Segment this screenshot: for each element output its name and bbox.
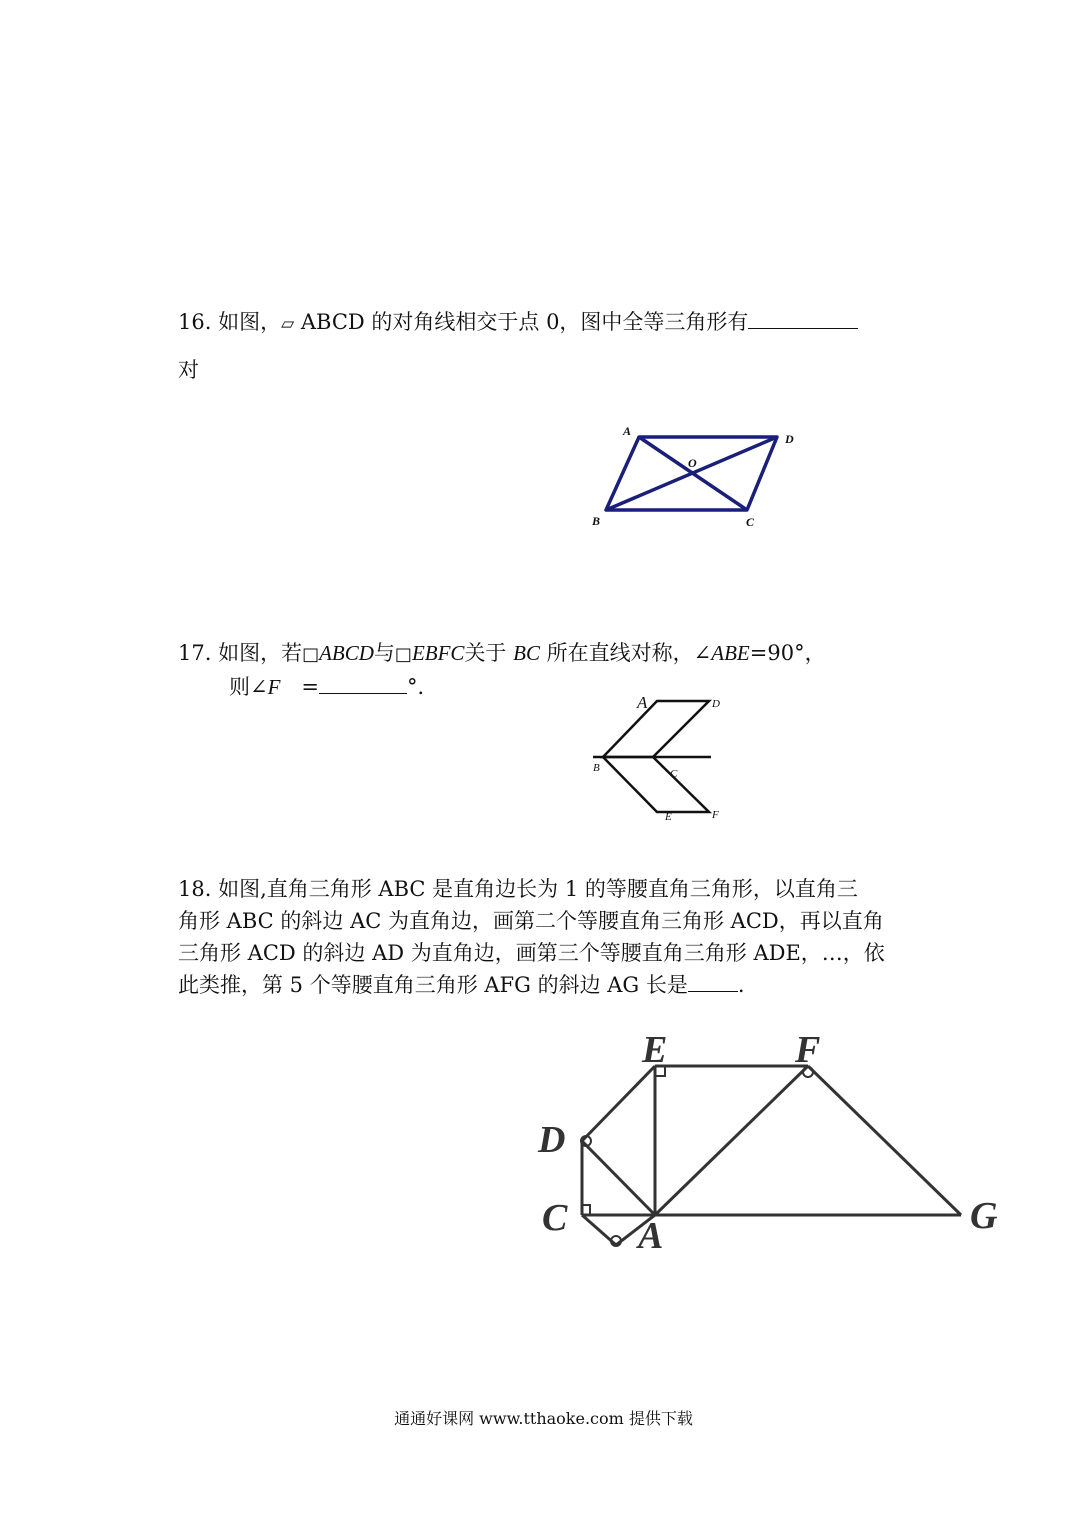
q17-text-4: 所在直线对称，∠ <box>546 641 712 665</box>
label-d: D <box>712 698 720 710</box>
q18-text: 此类推，第 5 个等腰直角三角形 AFG 的斜边 AG 长是 <box>178 973 688 997</box>
q17-answer-blank[interactable] <box>319 671 407 694</box>
q17-f: F <box>267 675 281 699</box>
q17-text-3: 关于 <box>464 641 507 665</box>
q17-abcd: ABCD <box>319 641 374 665</box>
label-o: O <box>688 456 697 470</box>
label-f: F <box>795 1029 821 1071</box>
q17-bc: BC <box>513 641 540 665</box>
question-18-line4 <box>178 969 745 1001</box>
question-18-line2: 角形 ABC 的斜边 AC 为直角边，画第二个等腰直角三角形 ACD，再以直角 <box>178 909 884 933</box>
parallelogram-symbol: ▱ <box>281 314 295 334</box>
q18-end: . <box>737 973 745 997</box>
q17-text-2: 与 <box>373 641 395 665</box>
q16-answer-blank[interactable] <box>748 306 858 329</box>
parallelogram-symbol: □ <box>394 644 412 665</box>
label-c: C <box>670 768 678 780</box>
label-e: E <box>665 811 672 823</box>
footer-source: 通通好课网 www.tthaoke.com 提供下载 <box>394 1409 693 1428</box>
label-d: D <box>538 1119 566 1161</box>
q17-text-8: °． <box>407 675 439 699</box>
q16-parallelogram-figure <box>580 420 810 535</box>
label-a: A <box>638 1215 664 1257</box>
q18-isosceles-triangles-figure <box>530 1020 1010 1260</box>
label-c: C <box>746 515 755 529</box>
q17-ebfc: EBFC <box>411 641 465 665</box>
parallelogram-symbol: □ <box>302 644 320 665</box>
q18-answer-blank[interactable] <box>688 969 738 992</box>
question-18-line3: 三角形 ACD 的斜边 AD 为直角边，画第三个等腰直角三角形 ADE，…，依 <box>178 941 885 965</box>
label-a: A <box>637 693 648 712</box>
q17-text-5: =90°， <box>749 641 826 665</box>
label-b: B <box>592 514 601 528</box>
label-a: A <box>623 424 632 438</box>
label-f: F <box>712 809 719 821</box>
question-16-line2: 对 <box>178 358 199 382</box>
question-17-line2 <box>229 671 439 703</box>
label-c: C <box>542 1197 568 1239</box>
label-e: E <box>642 1029 668 1071</box>
q17-abe: ABE <box>711 641 750 665</box>
label-b: B <box>593 762 600 774</box>
q16-text: ABCD 的对角线相交于点 0，图中全等三角形有 <box>294 310 749 334</box>
q17-text-6: 则∠ <box>229 675 268 699</box>
label-d: D <box>785 432 794 446</box>
q16-prefix: 16. 如图， <box>178 310 282 334</box>
question-18-line1: 18. 如图,直角三角形 ABC 是直角边长为 1 的等腰直角三角形，以直角三 <box>178 877 858 901</box>
question-17-line1 <box>178 637 826 671</box>
label-g: G <box>970 1195 998 1237</box>
q17-text-7: = <box>280 675 320 699</box>
question-16-line1 <box>178 306 858 340</box>
q17-symmetric-parallelograms-figure <box>585 690 735 825</box>
q17-text-1: 17. 如图，若 <box>178 641 303 665</box>
